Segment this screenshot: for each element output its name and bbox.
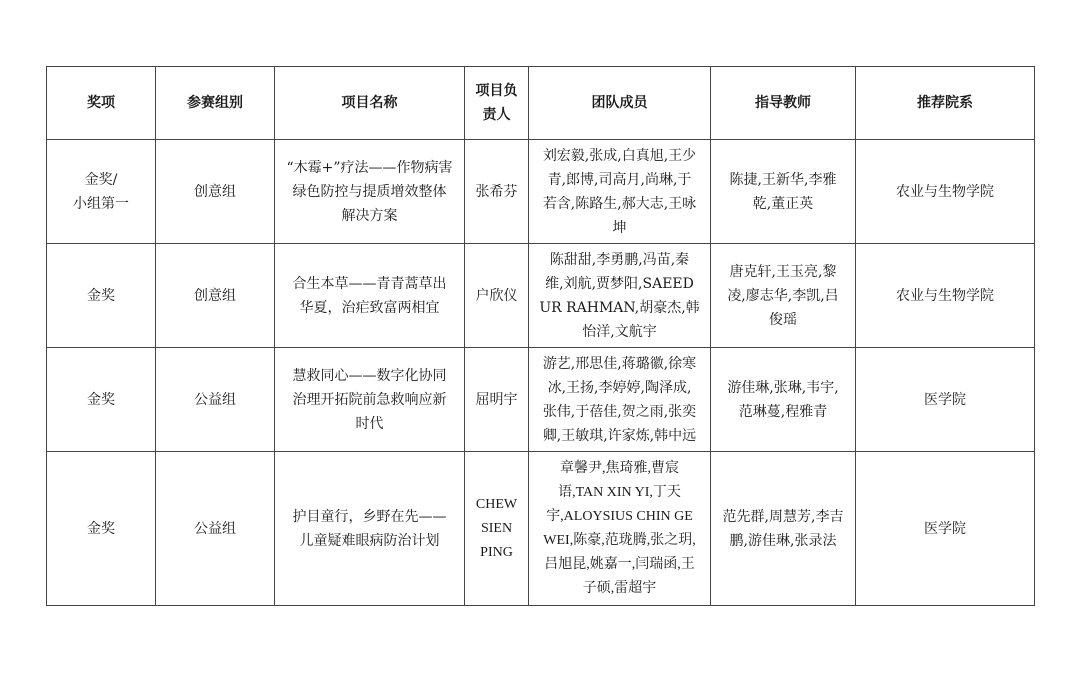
category-cell: 创意组: [156, 244, 275, 348]
department-cell: 医学院: [856, 348, 1035, 452]
award-cell: 金奖: [47, 452, 156, 606]
advisors-cell: 陈捷,王新华,李雅 乾,董正英: [711, 140, 856, 244]
members-cell: 陈甜甜,李勇鹏,冯苗,秦 维,刘航,贾梦阳,SAEED UR RAHMAN,胡豪杰,韩 怡洋,文航宇: [529, 244, 711, 348]
project-cell: 慧救同心——数字化协同 治理开拓院前急救响应新 时代: [275, 348, 465, 452]
leader-cell: CHEW SIEN PING: [465, 452, 529, 606]
category-cell: 公益组: [156, 348, 275, 452]
header-leader: 项目负 责人: [465, 67, 529, 140]
leader-cell: 张希芬: [465, 140, 529, 244]
project-cell: “木霉+”疗法——作物病害 绿色防控与提质增效整体 解决方案: [275, 140, 465, 244]
advisors-cell: 唐克轩,王玉亮,黎 凌,廖志华,李凯,吕 俊瑶: [711, 244, 856, 348]
category-cell: 创意组: [156, 140, 275, 244]
project-cell: 合生本草——青青蒿草出 华夏，治疟致富两相宜: [275, 244, 465, 348]
header-department: 推荐院系: [856, 67, 1035, 140]
header-project: 项目名称: [275, 67, 465, 140]
award-cell: 金奖: [47, 348, 156, 452]
advisors-cell: 游佳琳,张琳,韦宇, 范琳蔓,程雅青: [711, 348, 856, 452]
members-cell: 章馨尹,焦琦雅,曹宸 语,TAN XIN YI,丁天 宇,ALOYSIUS CHIN GE WEI,陈豪,范珑腾,张之玥, 吕旭昆,姚嘉一,闫瑞函,王 子硕,雷超宇: [529, 452, 711, 606]
department-cell: 农业与生物学院: [856, 244, 1035, 348]
table-row: [47, 244, 1035, 348]
header-category: 参赛组别: [156, 67, 275, 140]
award-cell: 金奖: [47, 244, 156, 348]
advisors-cell: 范先群,周慧芳,李吉 鹏,游佳琳,张录法: [711, 452, 856, 606]
header-advisors: 指导教师: [711, 67, 856, 140]
table-row: [47, 452, 1035, 606]
leader-cell: 户欣仪: [465, 244, 529, 348]
department-cell: 医学院: [856, 452, 1035, 606]
table-row: [47, 140, 1035, 244]
header-award: 奖项: [47, 67, 156, 140]
award-cell: 金奖/ 小组第一: [47, 140, 156, 244]
leader-cell: 屈明宇: [465, 348, 529, 452]
header-row: [47, 67, 1035, 140]
members-cell: 游艺,邢思佳,蒋璐徽,徐寒 冰,王扬,李婷婷,陶泽成, 张伟,于蓓佳,贺之雨,张奕 卿,王敏琪,许家炼,韩中远: [529, 348, 711, 452]
department-cell: 农业与生物学院: [856, 140, 1035, 244]
project-cell: 护目童行，乡野在先—— 儿童疑难眼病防治计划: [275, 452, 465, 606]
category-cell: 公益组: [156, 452, 275, 606]
awards-table: [46, 66, 1035, 606]
table-row: [47, 348, 1035, 452]
members-cell: 刘宏毅,张成,白真旭,王少 青,郎博,司高月,尚琳,于 若含,陈路生,郝大志,王咏 坤: [529, 140, 711, 244]
header-members: 团队成员: [529, 67, 711, 140]
